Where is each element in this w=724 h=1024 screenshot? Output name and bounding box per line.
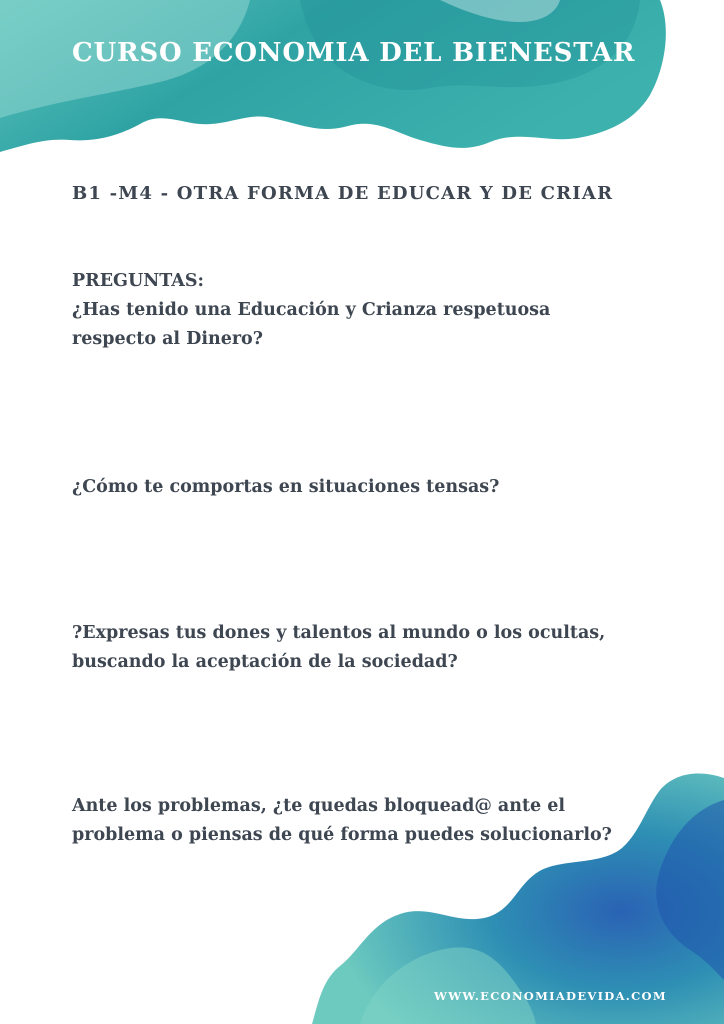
questions-label: PREGUNTAS: bbox=[72, 271, 204, 291]
question-1: ¿Has tenido una Educación y Crianza respetuosa respecto al Dinero? bbox=[72, 300, 551, 349]
top-wash bbox=[0, 0, 666, 152]
question-4: Ante los problemas, ¿te quedas bloquead@ ante el problema o piensas de qué forma puedes solucionarlo? bbox=[72, 796, 612, 845]
question-2: ¿Cómo te comportas en situaciones tensas? bbox=[72, 477, 500, 497]
website-link[interactable]: WWW.ECONOMIADEVIDA.COM bbox=[434, 989, 667, 1003]
page-title: CURSO ECONOMIA DEL BIENESTAR bbox=[72, 38, 636, 68]
module-subtitle: B1 -M4 - OTRA FORMA DE EDUCAR Y DE CRIAR bbox=[72, 183, 614, 204]
question-3: ?Expresas tus dones y talentos al mundo o los ocultas, buscando la aceptación de la sociedad? bbox=[72, 623, 606, 672]
